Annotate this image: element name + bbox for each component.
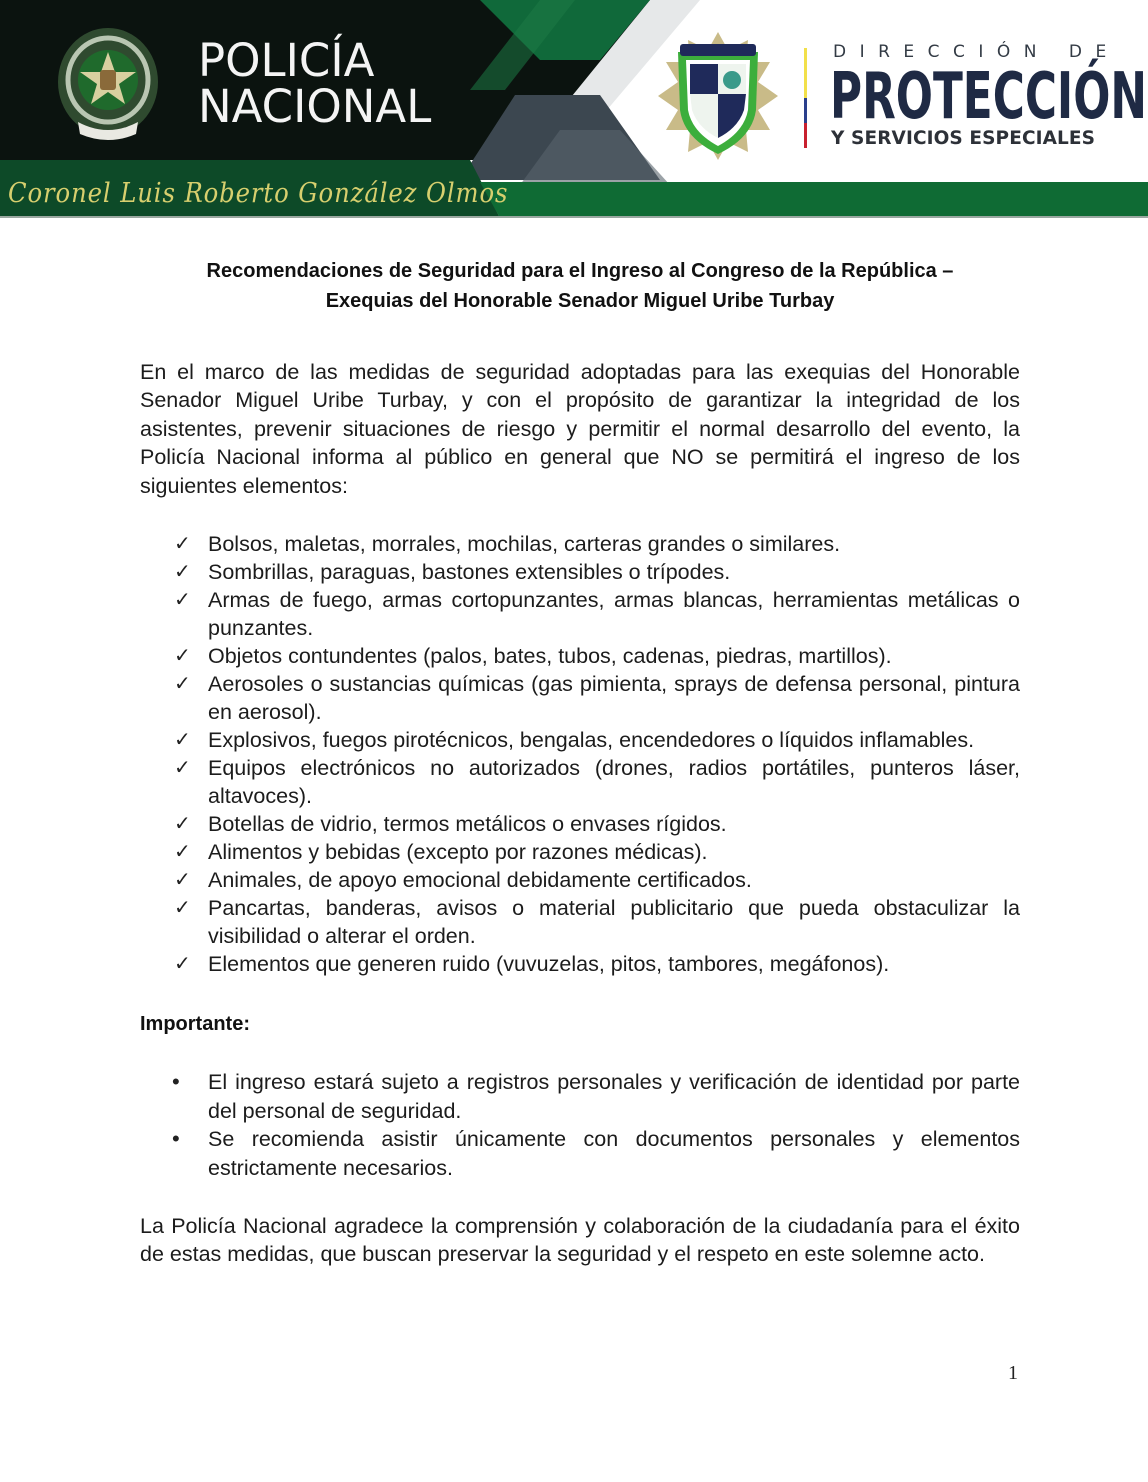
list-item: ✓ Explosivos, fuegos pirotécnicos, bengalas, encendedores o líquidos inflamables. — [174, 728, 975, 753]
list-item: ✓ Pancartas, banderas, avisos o material publicitario que pueda obstaculizar la visibilidad o alterar el orden. — [174, 896, 1020, 949]
direccion-de-label: DIRECCIÓN DE — [833, 42, 1120, 62]
closing-paragraph: La Policía Nacional agradece la comprensión y colaboración de la ciudadanía para el éxito de estas medidas, que buscan preservar la seguridad y el respeto en este solemne acto. — [140, 1214, 1020, 1267]
checkmark-icon: ✓ — [174, 589, 191, 612]
checkmark-icon: ✓ — [174, 813, 191, 836]
list-item: ✓ Bolsos, maletas, morrales, mochilas, carteras grandes o similares. — [174, 532, 841, 557]
list-item: ✓ Armas de fuego, armas cortopunzantes, armas blancas, herramientas metálicas o punzantes. — [174, 588, 1020, 641]
important-list — [140, 1068, 1020, 1182]
list-item: ✓ Elementos que generen ruido (vuvuzelas, pitos, tambores, megáfonos). — [174, 952, 890, 977]
checkmark-icon: ✓ — [174, 953, 191, 976]
policia-nacional-wordmark — [198, 34, 432, 133]
document-title — [140, 256, 1020, 316]
header-banner — [0, 0, 1148, 218]
policia-nacional-crest-icon — [56, 26, 160, 144]
list-item: ✓ Aerosoles o sustancias químicas (gas pimienta, sprays de defensa personal, pintura en aerosol). — [174, 672, 1020, 725]
list-item: ✓ Objetos contundentes (palos, bates, tubos, cadenas, piedras, martillos). — [174, 644, 892, 669]
list-item: • Se recomienda asistir únicamente con documentos personales y elementos estrictamente necesarios. — [172, 1126, 1020, 1180]
colombia-flag-bar — [804, 48, 807, 148]
checkmark-icon: ✓ — [174, 729, 191, 752]
checkmark-icon: ✓ — [174, 561, 191, 584]
checkmark-icon: ✓ — [174, 841, 191, 864]
wordmark-line-2: NACIONAL — [198, 80, 432, 133]
list-item: ✓ Animales, de apoyo emocional debidamente certificados. — [174, 868, 752, 893]
checkmark-icon: ✓ — [174, 757, 191, 780]
signature-text: Coronel Luis Roberto González Olmos — [8, 178, 509, 209]
document-body — [140, 256, 1020, 1269]
prohibited-items-list — [140, 530, 1020, 978]
checkmark-icon: ✓ — [174, 673, 191, 696]
bullet-icon: • — [172, 1069, 180, 1095]
list-item: ✓ Sombrillas, paraguas, bastones extensibles o trípodes. — [174, 560, 731, 585]
proteccion-label: PROTECCIÓN — [830, 60, 1148, 134]
list-item: ✓ Alimentos y bebidas (excepto por razones médicas). — [174, 840, 708, 865]
servicios-especiales-label: Y SERVICIOS ESPECIALES — [831, 128, 1096, 149]
wordmark-line-1: POLICÍA — [198, 34, 375, 87]
proteccion-shield-icon — [656, 30, 780, 162]
list-item: ✓ Botellas de vidrio, termos metálicos o envases rígidos. — [174, 812, 727, 837]
title-line-1: Recomendaciones de Seguridad para el Ingreso al Congreso de la República – — [206, 260, 954, 282]
bullet-icon: • — [172, 1126, 180, 1152]
checkmark-icon: ✓ — [174, 869, 191, 892]
checkmark-icon: ✓ — [174, 645, 191, 668]
intro-paragraph: En el marco de las medidas de seguridad adoptadas para las exequias del Honorable Senador Miguel Uribe Turbay, y con el propósito de garantizar la integridad de los asistentes, prevenir situaciones de riesgo y permitir el normal desarrollo del evento, la Policía Nacional informa al público en general que NO se permitirá el ingreso de los siguientes elementos: — [140, 360, 1020, 498]
title-line-2: Exequias del Honorable Senador Miguel Uribe Turbay — [325, 290, 835, 312]
checkmark-icon: ✓ — [174, 897, 191, 920]
checkmark-icon: ✓ — [174, 533, 191, 556]
important-heading: Importante: — [140, 1013, 250, 1036]
list-item: ✓ Equipos electrónicos no autorizados (drones, radios portátiles, punteros láser, altavoces). — [174, 756, 1020, 809]
page-number: 1 — [1008, 1362, 1018, 1384]
list-item: • El ingreso estará sujeto a registros personales y verificación de identidad por parte del personal de seguridad. — [172, 1069, 1020, 1123]
